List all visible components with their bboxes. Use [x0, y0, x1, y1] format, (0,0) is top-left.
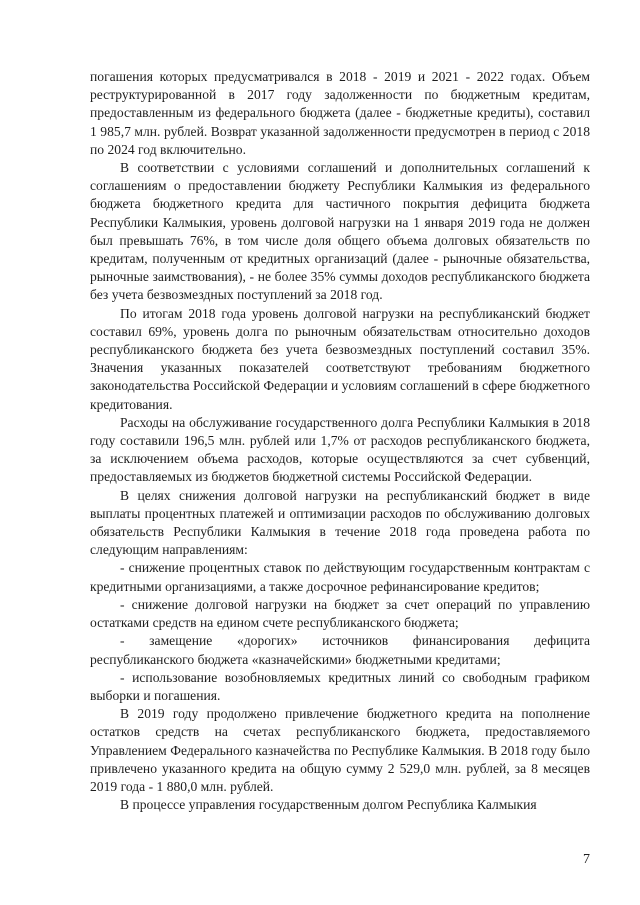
- list-item-4: - использование возобновляемых кредитных линий со свободным графиком выборки и погашения.: [90, 669, 590, 703]
- list-item-1: - снижение процентных ставок по действующим государственным контрактам с кредитными организациями, а также досрочное рефинансирование кредитов;: [90, 560, 590, 594]
- paragraph-4: Расходы на обслуживание государственного долга Республики Калмыкия в 2018 году составили 196,5 млн. рублей или 1,7% от расходов республиканского бюджета, за исключением объема расходов, которые осуществляются за счет субвенций, предоставляемых из бюджетов бюджетной системы Российской Федерации.: [90, 414, 590, 485]
- list-item-2: - снижение долговой нагрузки на бюджет за счет операций по управлению остатками средств на едином счете республиканского бюджета;: [90, 596, 590, 631]
- paragraph-3: По итогам 2018 года уровень долговой нагрузки на республиканский бюджет составил 69%, уровень долга по рыночным обязательствам относительно доходов республиканского бюджета без учета безвозмездных поступлений составил 35%. Значения указанных показателей соответствуют требованиям бюджетного законодательства Российской Федерации и условиям соглашений в сфере бюджетного кредитования.: [90, 305, 590, 412]
- paragraph-7: В процессе управления государственным долгом Республика Калмыкия: [120, 797, 537, 813]
- paragraph-2: В соответствии с условиями соглашений и дополнительных соглашений к соглашениям о предоставлении бюджету Республики Калмыкия из федерального бюджета бюджетного кредита для частичного покрытия дефицита бюджета Республики Калмыкия, уровень долговой нагрузки на 1 января 2019 года не должен был превышать 76%, в том числе доля общего объема долговых обязательств по кредитам, полученным от кредитных организаций (далее - рыночные обязательства, рыночные заимствования), - не более 35% суммы доходов республиканского бюджета без учета безвозмездных поступлений за 2018 год.: [90, 160, 590, 303]
- paragraph-1: погашения которых предусматривался в 2018 - 2019 и 2021 - 2022 годах. Объем реструктурированной в 2017 году задолженности по бюджетным кредитам, предоставленным из федерального бюджета (далее - бюджетные кредиты), составил 1 985,7 млн. рублей. Возврат указанной задолженности предусмотрен в период с 2018 по 2024 год включительно.: [90, 69, 590, 157]
- paragraph-6: В 2019 году продолжено привлечение бюджетного кредита на пополнение остатков средств на счетах республиканского бюджета, предоставляемого Управлением Федерального казначейства по Республике Калмыкия. В 2018 году было привлечено указанного кредита на общую сумму 2 529,0 млн. рублей, за 8 месяцев 2019 года - 1 880,0 млн. рублей.: [90, 706, 590, 794]
- paragraph-5: В целях снижения долговой нагрузки на республиканский бюджет в виде выплаты процентных платежей и оптимизации расходов по обслуживанию долговых обязательств Республики Калмыкия в течение 2018 года проведена работа по следующим направлениям:: [90, 487, 590, 558]
- page-number: 7: [583, 852, 590, 867]
- document-body: [90, 68, 590, 814]
- list-item-3: - замещение «дорогих» источников финансирования дефицита республиканского бюджета «казначейскими» бюджетными кредитами;: [90, 633, 590, 667]
